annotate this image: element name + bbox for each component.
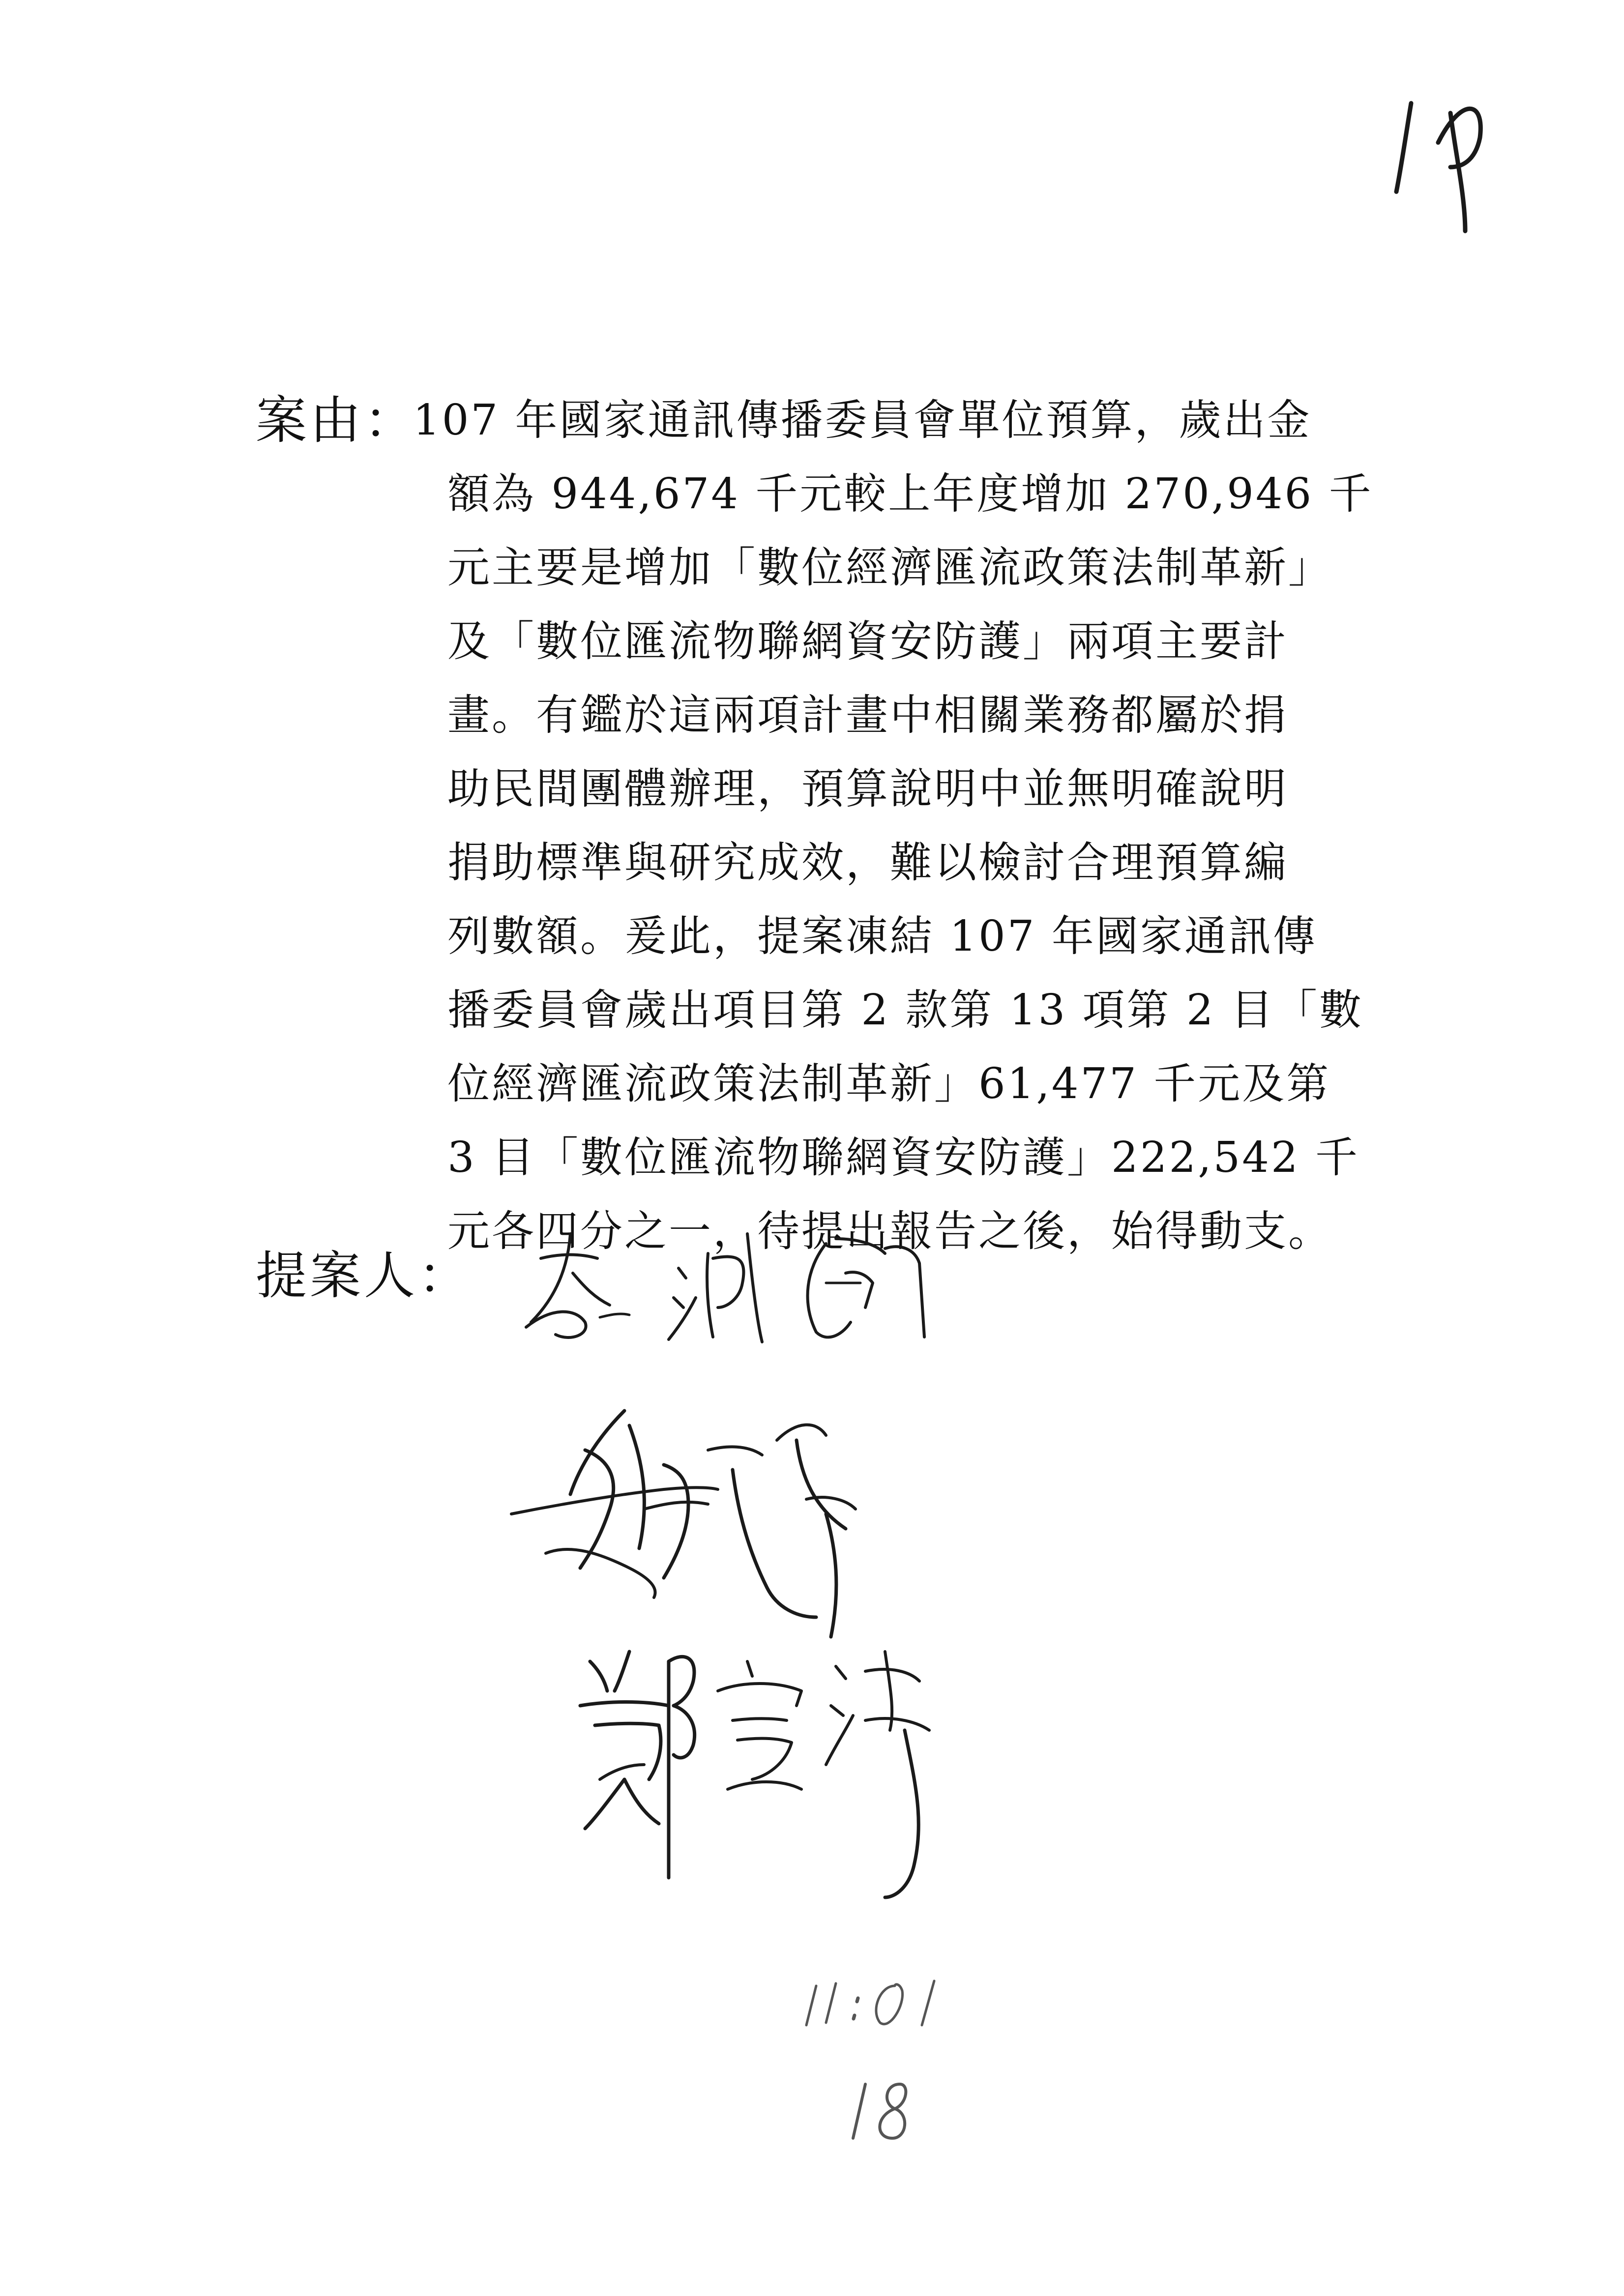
motion-line: 及「數位匯流物聯網資安防護」兩項主要計 (447, 617, 1288, 666)
motion-line: 3 目「數位匯流物聯網資安防護」222,542 千 (447, 1133, 1360, 1182)
signature-2 (502, 1391, 905, 1666)
handwritten-page-mark (1391, 84, 1490, 241)
motion-line: 元主要是增加「數位經濟匯流政策法制革新」 (447, 543, 1332, 592)
motion-line: 107 年國家通訊傳播委員會單位預算，歲出金 (413, 396, 1312, 445)
motion-line: 位經濟匯流政策法制革新」61,477 千元及第 (447, 1059, 1331, 1108)
motion-line: 元各四分之一，待提出報告之後，始得動支。 (447, 1207, 1332, 1256)
motion-line: 捐助標準與研究成效，難以檢討合理預算編 (447, 838, 1288, 887)
motion-line: 列數額。爰此，提案凍結 107 年國家通訊傳 (447, 912, 1317, 961)
motion-line: 畫。有鑑於這兩項計畫中相關業務都屬於捐 (447, 691, 1288, 740)
motion-line: 助民間團體辦理，預算說明中並無明確說明 (447, 764, 1288, 814)
footer-page-number (846, 2074, 919, 2148)
motion-line: 播委員會歲出項目第 2 款第 13 項第 2 目「數 (447, 986, 1363, 1035)
motion-text (413, 383, 1396, 1268)
proposer-label: 提案人： (256, 1246, 472, 1306)
signature-1 (511, 1224, 954, 1352)
motion-line: 額為 944,674 千元較上年度增加 270,946 千 (447, 469, 1373, 519)
motion-label: 案由： (256, 390, 418, 450)
footer-stamp (801, 1971, 944, 2035)
signature-3 (570, 1632, 974, 1907)
